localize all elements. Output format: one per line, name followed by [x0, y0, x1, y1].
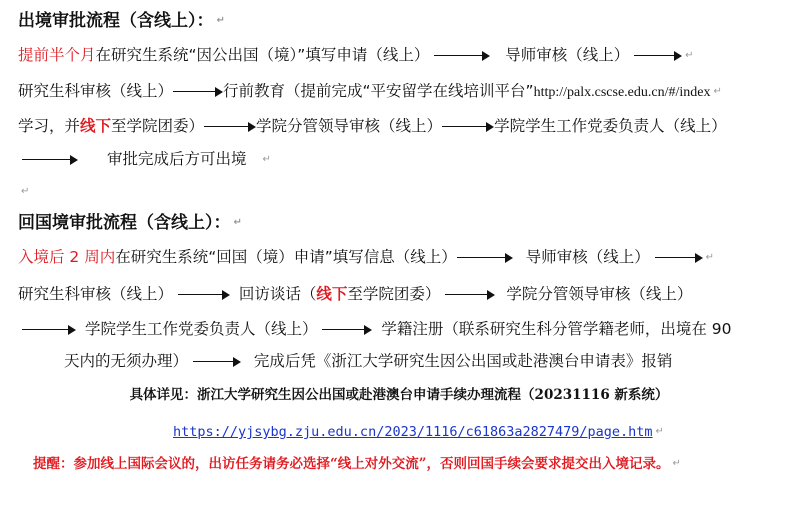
reminder-text: 提醒：参加线上国际会议的，出访任务请务必选择“线上对外交流”，否则回国手续会要求提交出入境记录。 [33, 456, 670, 472]
detail-note [0, 384, 798, 406]
exit-heading [18, 10, 225, 32]
exit-step-study-post: 至学院团委） [111, 117, 205, 135]
arrow-icon [22, 325, 76, 335]
paragraph-mark-icon: ↵ [655, 425, 664, 437]
return-registration-note: 天内的无须办理） [64, 352, 189, 370]
exit-line-2 [18, 80, 722, 104]
return-line-4 [64, 350, 672, 372]
arrow-icon [442, 122, 494, 132]
arrow-icon [634, 51, 682, 61]
return-offline-mark: 线下 [316, 285, 348, 303]
arrow-icon [457, 253, 513, 263]
paragraph-mark-icon: ↵ [713, 85, 722, 97]
return-step-interview-post: 至学院团委） [347, 285, 441, 303]
paragraph-mark-icon: ↵ [705, 251, 715, 263]
exit-deadline: 提前半个月 [18, 46, 96, 64]
arrow-icon [655, 253, 703, 263]
exit-line-4 [22, 148, 271, 171]
exit-heading-text: 出境审批流程（含线上）： [18, 11, 214, 31]
process-link[interactable]: https://yjsybg.zju.edu.cn/2023/1116/c61863a2827479/page.htm [173, 424, 653, 440]
exit-step-apply: 在研究生系统“因公出国（境）”填写申请（线上） [95, 46, 430, 64]
exit-step-college-leader: 学院分管领导审核（线上） [256, 117, 443, 135]
return-line-2 [18, 283, 692, 305]
paragraph-mark-icon: ↵ [21, 185, 30, 197]
return-deadline: 入境后 2 周内 [18, 248, 116, 266]
exit-final-note: 审批完成后方可出境 [106, 150, 247, 168]
exit-step-study: 学习，并 [18, 117, 81, 135]
return-step-registration: 学籍注册（联系研究生科分管学籍老师，出境在 90 [381, 320, 732, 338]
paragraph-mark-icon: ↵ [685, 49, 694, 61]
exit-line-3 [18, 115, 727, 137]
blank-paragraph [18, 180, 29, 203]
return-heading-text: 回国境审批流程（含线上）： [18, 213, 231, 233]
arrow-icon [22, 155, 78, 165]
exit-line-1 [18, 44, 694, 67]
paragraph-mark-icon: ↵ [216, 15, 225, 26]
paragraph-mark-icon: ↵ [672, 457, 681, 469]
paragraph-mark-icon: ↵ [262, 153, 271, 165]
arrow-icon [193, 357, 241, 367]
arrow-icon [173, 87, 223, 97]
training-platform-url: http://palx.cscse.edu.cn/#/index [533, 85, 711, 100]
return-step-college-leader: 学院分管领导审核（线上） [506, 285, 693, 303]
arrow-icon [445, 290, 495, 300]
arrow-icon [178, 290, 230, 300]
exit-offline-mark: 线下 [80, 117, 112, 135]
return-line-1 [18, 246, 714, 269]
return-step-office: 研究生科审核（线上） [18, 285, 174, 303]
detail-link-row [173, 420, 664, 443]
exit-step-supervisor: 导师审核（线上） [505, 46, 630, 64]
return-step-apply: 在研究生系统“回国（境）申请”填写信息（线上） [115, 248, 457, 266]
return-line-3 [22, 318, 731, 340]
return-step-party-committee: 学院学生工作党委负责人（线上） [84, 320, 318, 338]
reminder-row [33, 452, 681, 475]
exit-step-party-committee: 学院学生工作党委负责人（线上） [494, 117, 727, 135]
arrow-icon [434, 51, 490, 61]
return-step-reimburse: 完成后凭《浙江大学研究生因公出国或赴港澳台申请表》报销 [253, 352, 673, 370]
exit-step-office: 研究生科审核（线上） [18, 82, 174, 100]
exit-step-education: 行前教育（提前完成“平安留学在线培训平台” [223, 82, 534, 100]
arrow-icon [322, 325, 372, 335]
arrow-icon [204, 122, 256, 132]
paragraph-mark-icon: ↵ [233, 217, 242, 228]
return-step-supervisor: 导师审核（线上） [525, 248, 650, 266]
detail-text: 具体详见：浙江大学研究生因公出国或赴港澳台申请手续办理流程（20231116 新系统） [129, 387, 669, 403]
return-step-interview: 回访谈话（ [238, 285, 317, 303]
return-heading [18, 212, 242, 234]
